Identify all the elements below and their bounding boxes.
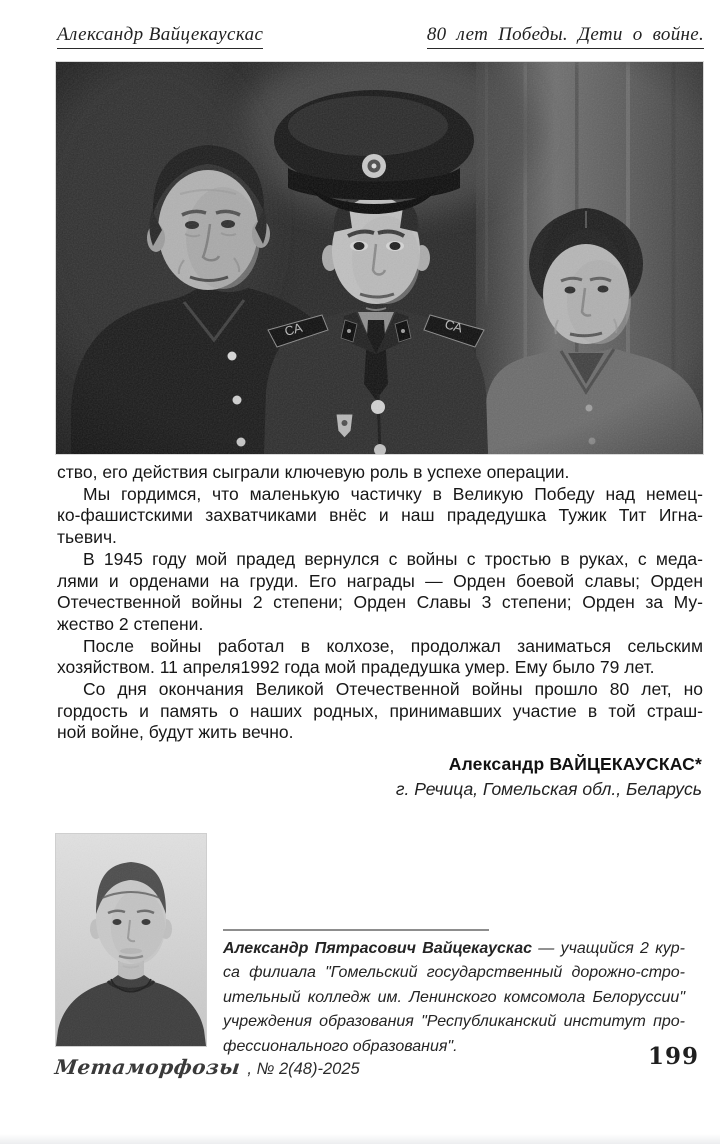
text-line: После войны работал в колхозе, продолжал заниматься сельским <box>83 635 703 656</box>
text-line: Со дня окончания Великой Отечественной войны прошло 80 лет, но <box>83 679 703 700</box>
bio-name: Александр Пятрасович Вайцекаускас <box>223 940 533 957</box>
bio-first-line-rest: — учащийся 2 кур- <box>532 940 685 957</box>
text-line: жество 2 степени. <box>57 613 204 634</box>
family-photo-illustration <box>56 62 703 454</box>
family-photo <box>55 61 704 455</box>
text-line: са филиала "Гомельский государственный дорожно-стро- <box>223 964 685 982</box>
text-line: гордость и память о наших родных, принимавших участие в той страш- <box>57 700 703 721</box>
page-edge-shadow <box>0 1134 720 1144</box>
journal-issue: , № 2(48)-2025 <box>247 1060 360 1078</box>
bio-divider <box>223 929 489 931</box>
text-line: лями и орденами на груди. Его награды — Орден боевой славы; Орден <box>57 570 703 591</box>
page-number: 199 <box>647 1043 699 1070</box>
bio-text <box>223 937 685 1059</box>
text-line: хозяйством. 11 апреля1992 года мой прадедушка умер. Ему было 79 лет. <box>57 657 655 678</box>
text-line: Мы гордимся, что маленькую частичку в Великую Победу над немец- <box>83 483 703 504</box>
header-rubric: 80 лет Победы. Дети о войне. <box>427 24 704 49</box>
text-line: ительный колледж им. Ленинского комсомола Белоруссии" <box>223 988 685 1006</box>
text-line: В 1945 году мой прадед вернулся с войны с тростью в руках, с меда- <box>83 548 703 569</box>
text-line: тьевич. <box>57 527 117 548</box>
body-text <box>57 462 703 744</box>
header-author: Александр Вайцекаускас <box>57 24 263 49</box>
student-portrait-illustration <box>56 834 206 1046</box>
text-line: ной войне, будут жить вечно. <box>57 722 294 743</box>
page-header <box>0 24 720 54</box>
journal-title: Метаморфозы <box>53 1055 242 1079</box>
signature-place: г. Речица, Гомельская обл., Беларусь <box>395 779 702 799</box>
text-line: фессионального образования". <box>223 1037 458 1055</box>
text-line: ко-фашистскими захватчиками внёс и наш прадедушка Тужик Тит Игна- <box>57 505 703 526</box>
signature-name: Александр ВАЙЦЕКАУСКАС* <box>448 754 702 774</box>
text-line: ство, его действия сыграли ключевую роль в успехе операции. <box>57 462 570 482</box>
signature-block <box>396 752 702 802</box>
bio-first-line <box>223 937 685 961</box>
text-line: учреждения образования "Республиканский институт про- <box>223 1013 685 1031</box>
student-portrait <box>55 833 207 1047</box>
text-line: Отечественной войны 2 степени; Орден Славы 3 степени; Орден за Му- <box>57 592 703 613</box>
footer <box>55 1055 360 1079</box>
